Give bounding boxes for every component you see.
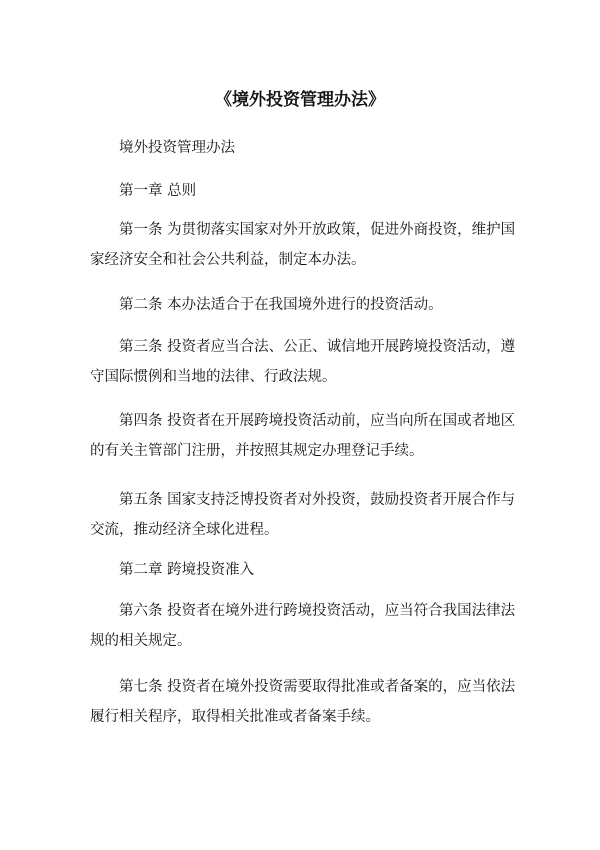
document-title: 《境外投资管理办法》 <box>215 90 385 110</box>
paragraph-article-3: 第三条 投资者应当合法、公正、诚信地开展跨境投资活动，遵守国际惯例和当地的法律、行政法规。 <box>90 339 516 385</box>
paragraph-article-6: 第六条 投资者在境外进行跨境投资活动，应当符合我国法律法规的相关规定。 <box>90 603 516 649</box>
paragraph-article-4: 第四条 投资者在开展跨境投资活动前，应当向所在国或者地区的有关主管部门注册，并按照其规定办理登记手续。 <box>90 413 516 459</box>
paragraph-article-7: 第七条 投资者在境外投资需要取得批准或者备案的，应当依法履行相关程序，取得相关批准或者备案手续。 <box>90 679 516 725</box>
paragraph-subtitle: 境外投资管理办法 <box>119 140 235 156</box>
paragraph-article-1: 第一条 为贯彻落实国家对外开放政策，促进外商投资，维护国家经济安全和社会公共利益，制定本办法。 <box>90 222 516 268</box>
paragraph-chapter-2: 第二章 跨境投资准入 <box>119 562 255 578</box>
paragraph-article-2: 第二条 本办法适合于在我国境外进行的投资活动。 <box>119 297 443 313</box>
paragraph-article-5: 第五条 国家支持泛博投资者对外投资，鼓励投资者开展合作与交流，推动经济全球化进程。 <box>90 492 516 538</box>
paragraph-chapter-1: 第一章 总则 <box>119 183 197 199</box>
